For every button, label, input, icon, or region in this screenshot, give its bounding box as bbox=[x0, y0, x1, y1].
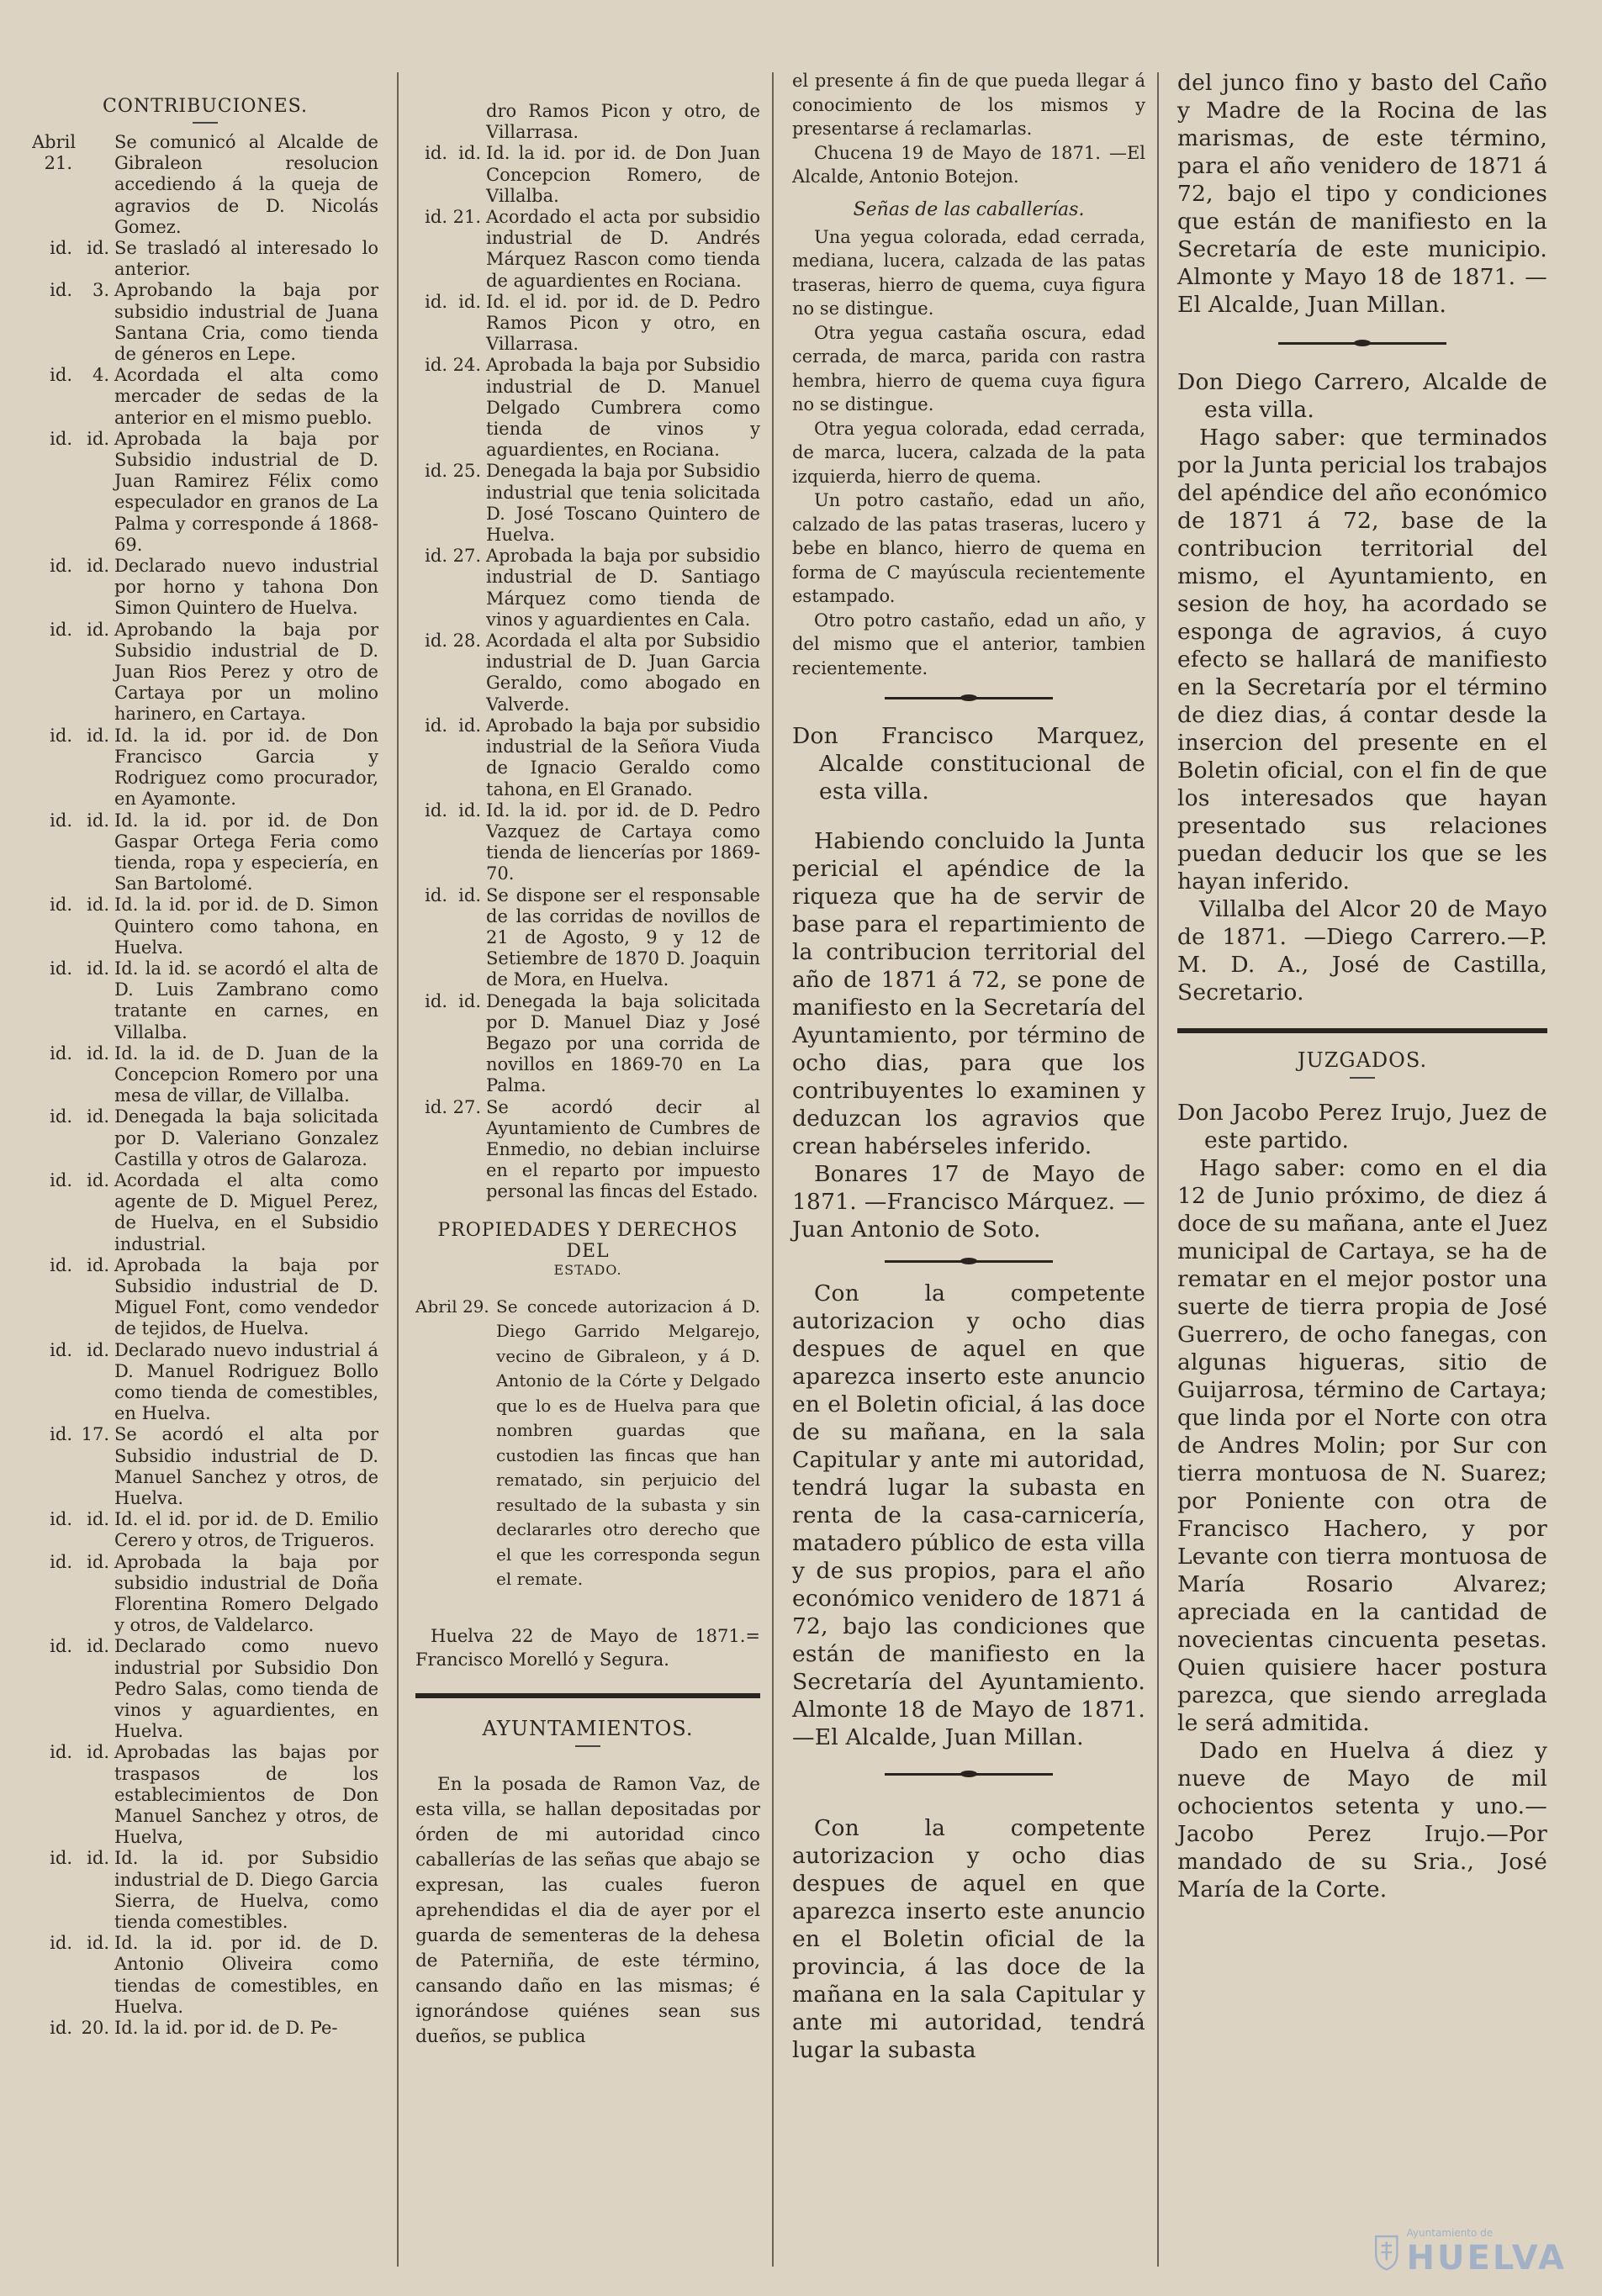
almonte-notice-2: Con la competente autorizacion y ocho dias despues de aquel en que aparezca inserto este anuncio en el Boletin oficial de la provincia, á las doce de la mañana en la sala Capitular y ante mi autoridad, tendrá lugar la subasta bbox=[792, 1815, 1145, 2063]
log-entry bbox=[32, 132, 378, 238]
entry-day: id. bbox=[87, 619, 109, 640]
entry-day: 27. bbox=[452, 546, 481, 567]
entry-text: Denegada la baja solicitada por D. Valeriano Gonzalez Castilla y otros de Galaroza. bbox=[114, 1106, 378, 1169]
column-3 bbox=[774, 72, 1159, 2267]
entry-month: id. bbox=[50, 895, 72, 916]
entry-month: id. bbox=[425, 1096, 447, 1117]
column-4 bbox=[1159, 72, 1556, 2267]
entry-text: Id. la id. por id. de Don Francisco Garcia y Rodriguez como procurador, en Ayamonte. bbox=[114, 725, 378, 810]
juzgados-heading: Don Jacobo Perez Irujo, Juez de este partido. bbox=[1177, 1100, 1547, 1153]
entry-text: Id. la id. por id. de Don Juan Concepcion Romero, de Villalba. bbox=[486, 143, 760, 206]
column-1 bbox=[32, 72, 399, 2267]
entry-month: id. bbox=[50, 2018, 72, 2039]
log-entry bbox=[32, 1742, 378, 1848]
log-entry bbox=[415, 143, 760, 207]
entry-text: Denegada la baja solicitada por D. Manuel Diaz y José Begazo por una corrida de novillos en 1869-70 en La Palma. bbox=[486, 990, 760, 1096]
entry-month: id. bbox=[50, 1254, 72, 1275]
villalba-heading: Don Diego Carrero, Alcalde de esta villa. bbox=[1177, 369, 1547, 423]
entry-text: dro Ramos Picon y otro, de Villarrasa. bbox=[486, 101, 760, 143]
entry-day: 4. bbox=[92, 365, 109, 386]
entry-day: 3. bbox=[92, 280, 109, 301]
entry-month: id. bbox=[50, 1742, 72, 1763]
entry-day: id. bbox=[87, 238, 109, 259]
entry-month: id. bbox=[425, 800, 447, 821]
sena-item: Otro potro castaño, edad un año, y del mismo que el anterior, tambien recientemente. bbox=[792, 610, 1145, 678]
entry-text: Id. la id. de D. Juan de la Concepcion Romero por una mesa de villar, de Villalba. bbox=[114, 1042, 378, 1106]
sena-item: Un potro castaño, edad un año, calzado de las patas traseras, lucero y bebe en blanco, hierro de quema en forma de C mayúscula recientemente estampado. bbox=[792, 490, 1145, 606]
log-entry bbox=[32, 1255, 378, 1340]
log-entry bbox=[32, 556, 378, 620]
log-entry bbox=[32, 1933, 378, 2018]
section-title-ayuntamientos: AYUNTAMIENTOS. bbox=[482, 1716, 694, 1740]
log-entry bbox=[32, 726, 378, 810]
log-entry bbox=[415, 207, 760, 292]
entry-month: id. bbox=[425, 990, 447, 1011]
log-entry bbox=[415, 1097, 760, 1203]
log-entry bbox=[415, 461, 760, 546]
bonares-heading: Don Francisco Marquez, Alcalde constitucional de esta villa. bbox=[792, 722, 1145, 805]
entry-text: Se acordó decir al Ayuntamiento de Cumbres de Enmedio, no debian incluirse en el reparto por impuesto personal las fincas del Estado. bbox=[486, 1096, 760, 1202]
log-entry bbox=[32, 958, 378, 1043]
propiedades-signature: Huelva 22 de Mayo de 1871.= Francisco Morelló y Segura. bbox=[415, 1625, 760, 1670]
gazette-page bbox=[32, 72, 1562, 2267]
bonares-notice: Habiendo concluido la Junta pericial el apéndice de la riqueza que ha de servir de base para el repartimiento de la contribucion territorial del año de 1871 á 72, se pone de manifiesto en la Secretaría del Ayuntamiento, por término de ocho dias, para que los contribuyentes lo examinen y deduzcan los agravios que crean habérseles inferido. bbox=[792, 828, 1145, 1159]
entry-month: id. bbox=[50, 280, 72, 301]
entry-text: Aprobando la baja por Subsidio industrial de D. Juan Rios Perez y otro de Cartaya por un molino harinero, en Cartaya. bbox=[114, 619, 378, 725]
ornament-divider bbox=[1278, 342, 1446, 345]
entry-text: Aprobadas las bajas por traspasos de los establecimientos de Don Manuel Sanchez y otros, de Huelva, bbox=[114, 1742, 378, 1848]
entry-day: id. bbox=[458, 715, 481, 736]
villalba-notice: Hago saber: que terminados por la Junta pericial los trabajos del apéndice del año económico de 1871 á 72, base de la contribucion territorial del mismo, el Ayuntamiento, en sesion de hoy, ha acordado se esponga de agravios, á cuyo efecto se hallará de manifiesto en la Secretaría por el término de diez dias, á contar desde la insercion del presente en el Boletin oficial, con el fin de que los interesados que hayan presentado sus relaciones puedan deducir los que se les hayan inferido. bbox=[1177, 425, 1547, 895]
entry-text: Id. el id. por id. de D. Emilio Cerero y otros, de Trigueros. bbox=[114, 1509, 378, 1551]
log-entry bbox=[32, 1043, 378, 1107]
entry-day: id. bbox=[87, 958, 109, 979]
entry-day: id. bbox=[87, 1106, 109, 1127]
entry-month: id. bbox=[50, 1848, 72, 1869]
divider bbox=[575, 1745, 600, 1747]
column-2 bbox=[399, 72, 774, 2267]
entry-day: id. bbox=[87, 1636, 109, 1657]
entry-text: Declarado nuevo industrial por horno y tahona Don Simon Quintero de Huelva. bbox=[114, 556, 378, 619]
entry-text: Se concede autorizacion á D. Diego Garrido Melgarejo, vecino de Gibraleon, y á D. Antonio de la Córte y Delgado que lo es de Huelva para que nombren guardas que custodien las fincas que han rematado, sin perjuicio del resultado de la subasta y sin declararles otro derecho que el que les corresponda segun el remate. bbox=[496, 1296, 760, 1590]
entry-day: id. bbox=[458, 143, 481, 164]
entry-text: Acordado el acta por subsidio industrial de D. Andrés Márquez Rascon como tienda de aguardientes en Rociana. bbox=[486, 207, 760, 291]
log-entry bbox=[32, 1340, 378, 1425]
log-entry bbox=[415, 631, 760, 715]
entry-text: Declarado nuevo industrial á D. Manuel Rodriguez Bollo como tienda de comestibles, en Huelva. bbox=[114, 1339, 378, 1424]
almonte-notice-1: Con la competente autorizacion y ocho dias despues de aquel en que aparezca inserto este anuncio en el Boletin oficial, á las doce de su mañana, en la sala Capitular y ante mi autoridad, tendrá lugar la subasta en renta de la casa-carnicería, matadero público de esta villa y de sus propios, para el año económico venidero de 1871 á 72, bajo las condiciones que están de manifiesto en la Secretaría del Ayuntamiento. Almonte 18 de Mayo de 1871. —El Alcalde, Juan Millan. bbox=[792, 1280, 1145, 1750]
log-entry bbox=[415, 101, 760, 143]
entry-month: id. bbox=[425, 715, 447, 736]
log-entry bbox=[32, 895, 378, 958]
log-entry bbox=[32, 280, 378, 365]
juzgados-signature: Dado en Huelva á diez y nueve de Mayo de mil ochocientos setenta y uno.—Jacobo Perez Irujo.—Por mandado de su Sria., José María de la Corte. bbox=[1177, 1738, 1547, 1903]
sena-item: Otra yegua colorada, edad cerrada, de marca, lucera, calzada de la pata izquierda, hierro de quema. bbox=[792, 418, 1145, 487]
entry-day: id. bbox=[458, 291, 481, 312]
entry-month: id. bbox=[50, 1106, 72, 1127]
entry-month bbox=[415, 101, 447, 143]
section-title-propiedades: PROPIEDADES Y DERECHOS DEL bbox=[437, 1219, 738, 1262]
entry-month: id. bbox=[50, 556, 72, 577]
entry-month: id. bbox=[425, 207, 447, 228]
entry-day: id. bbox=[87, 810, 109, 831]
ornament-divider bbox=[885, 1260, 1053, 1263]
entry-day: 25. bbox=[452, 461, 481, 482]
entry-text: Acordada el alta por Subsidio industrial de D. Juan Garcia Geraldo, como abogado en Valverde. bbox=[486, 631, 760, 715]
entry-day bbox=[72, 132, 114, 238]
entry-day: id. bbox=[87, 1339, 109, 1360]
entry-text: Se comunicó al Alcalde de Gibraleon resolucion accediendo á la queja de agravios de D. Nicolás Gomez. bbox=[114, 132, 378, 237]
log-entry bbox=[415, 800, 760, 885]
entry-day bbox=[447, 101, 486, 143]
entry-text: Aprobada la baja por Subsidio industrial de D. Miguel Font, como vendedor de tejidos, de Huelva. bbox=[114, 1254, 378, 1339]
chucena-notice: En la posada de Ramon Vaz, de esta villa, se hallan depositadas por órden de mi autoridad cinco caballerías de las señas que abajo se expresan, las cuales fueron aprehendidas el dia de ayer por el guarda de sementeras de la dehesa de Paterniña, de este término, cansando daño en las mismas; é ignorándose quiénes sean sus dueños, se publica bbox=[415, 1773, 760, 2047]
log-entry bbox=[32, 365, 378, 429]
entry-text: Id. la id. por Subsidio industrial de D. Diego Garcia Sierra, de Huelva, como tienda comestibles. bbox=[114, 1848, 378, 1933]
entry-day: 24. bbox=[452, 355, 481, 376]
entry-text: Id. la id. por id. de D. Antonio Oliveira como tiendas de comestibles, en Huelva. bbox=[114, 1933, 378, 2017]
entry-month: id. bbox=[50, 1424, 72, 1445]
entry-month: id. bbox=[50, 810, 72, 831]
entry-month: id. bbox=[50, 1636, 72, 1657]
entry-day: id. bbox=[458, 800, 481, 821]
entry-text: Id. la id. por id. de D. Pe- bbox=[114, 2018, 338, 2039]
entry-day: id. bbox=[87, 1551, 109, 1572]
entry-month: id. bbox=[50, 725, 72, 746]
log-entry bbox=[32, 620, 378, 726]
log-entry bbox=[32, 1106, 378, 1170]
entry-day: id. bbox=[87, 1933, 109, 1954]
senas-list bbox=[792, 225, 1145, 681]
entry-month: id. bbox=[50, 238, 72, 259]
coat-of-arms-icon bbox=[1373, 2229, 1400, 2276]
entry-text: Id. la id. se acordó el alta de D. Luis Zambrano como tratante en carnes, en Villalba. bbox=[114, 958, 378, 1042]
entry-month: id. bbox=[425, 631, 447, 652]
entry-month: Abril 21. bbox=[32, 132, 77, 174]
entry-text: Aprobada la baja por subsidio industrial de D. Santiago Márquez como tienda de vinos y aguardientes en Cala. bbox=[486, 546, 760, 630]
chucena-notice-continued: el presente á fin de que pueda llegar á conocimiento de los mismos y presentarse á reclamarlas. bbox=[792, 72, 1145, 139]
divider bbox=[1177, 1028, 1547, 1033]
section-title-contribuciones: CONTRIBUCIONES. bbox=[103, 96, 308, 117]
log-entry bbox=[415, 355, 760, 461]
entry-month: id. bbox=[425, 143, 447, 164]
entry-day: id. bbox=[458, 884, 481, 905]
watermark-small-text: Ayuntamiento de bbox=[1406, 2227, 1494, 2239]
entry-day: id. bbox=[87, 895, 109, 916]
entry-month: id. bbox=[425, 546, 447, 567]
entry-day: 28. bbox=[452, 631, 481, 652]
entry-day: id. bbox=[87, 1509, 109, 1530]
entry-text: Declarado como nuevo industrial por Subsidio Don Pedro Salas, como tienda de vinos y aguardientes, en Huelva. bbox=[114, 1636, 378, 1742]
entry-month: id. bbox=[425, 884, 447, 905]
watermark-big-text: HUELVA bbox=[1406, 2239, 1567, 2278]
entry-month: id. bbox=[50, 1169, 72, 1190]
entry-text: Id. la id. por id. de D. Simon Quintero como tahona, en Huelva. bbox=[114, 895, 378, 958]
entry-text: Aprobada la baja por Subsidio industrial de D. Juan Ramirez Félix como especulador en granos de La Palma y corresponde á 1868-69. bbox=[114, 428, 378, 555]
entry-date: Abril 29. bbox=[415, 1296, 489, 1317]
log-entry bbox=[32, 1424, 378, 1509]
entry-month: id. bbox=[50, 619, 72, 640]
entry-month: id. bbox=[425, 461, 447, 482]
divider bbox=[193, 122, 218, 124]
log-entry bbox=[32, 238, 378, 280]
entry-month: id. bbox=[50, 1933, 72, 1954]
log-entry bbox=[32, 2018, 378, 2039]
entry-month: id. bbox=[425, 355, 447, 376]
entry-text: Id. la id. por id. de D. Pedro Vazquez de Cartaya como tienda de liencerías por 1869-70. bbox=[486, 800, 760, 884]
log-entry bbox=[415, 715, 760, 800]
divider bbox=[415, 1693, 760, 1698]
almonte-notice-2-continued: del junco fino y basto del Caño y Madre de la Rocina de las marismas, de este término, para el año venidero de 1871 á 72, bajo el tipo y condiciones que están de manifiesto en la Secretaría de este municipio. Almonte y Mayo 18 de 1871. —El Alcalde, Juan Millan. bbox=[1177, 72, 1547, 318]
log-entry bbox=[32, 1552, 378, 1637]
entry-day: id. bbox=[87, 725, 109, 746]
log-entry bbox=[32, 1509, 378, 1551]
bonares-signature: Bonares 17 de Mayo de 1871. —Francisco Márquez. —Juan Antonio de Soto. bbox=[792, 1161, 1145, 1243]
entry-month: id. bbox=[50, 1509, 72, 1530]
entry-month: id. bbox=[425, 291, 447, 312]
watermark-logo bbox=[1373, 2219, 1567, 2286]
entry-day: id. bbox=[87, 556, 109, 577]
entry-text: Acordada el alta como mercader de sedas de la anterior en el mismo pueblo. bbox=[114, 365, 378, 428]
entry-day: id. bbox=[87, 1169, 109, 1190]
entry-day: id. bbox=[87, 1848, 109, 1869]
sena-item: Una yegua colorada, edad cerrada, mediana, lucera, calzada de las patas traseras, hierro de quema, cuya figura no se distingue. bbox=[792, 226, 1145, 319]
entry-day: id. bbox=[458, 990, 481, 1011]
senas-title: Señas de las caballerías. bbox=[853, 198, 1085, 220]
entry-day: id. bbox=[87, 1042, 109, 1064]
entry-text: Aprobada la baja por Subsidio industrial de D. Manuel Delgado Cumbrera como tienda de vinos y aguardientes, en Rociana. bbox=[486, 355, 760, 461]
log-entry bbox=[415, 292, 760, 356]
log-entry bbox=[32, 1170, 378, 1255]
section-title-juzgados: JUZGADOS. bbox=[1297, 1048, 1428, 1072]
entry-day: 21. bbox=[452, 207, 481, 228]
entry-text: Aprobada la baja por subsidio industrial de Doña Florentina Romero Delgado y otros, de Valdelarco. bbox=[114, 1551, 378, 1636]
entry-text: Id. el id. por id. de D. Pedro Ramos Picon y otro, en Villarrasa. bbox=[486, 291, 760, 355]
entry-month: id. bbox=[50, 1339, 72, 1360]
entry-day: 20. bbox=[81, 2018, 109, 2039]
entry-month: id. bbox=[50, 958, 72, 979]
chucena-signature: Chucena 19 de Mayo de 1871. —El Alcalde, Antonio Botejon. bbox=[792, 142, 1145, 187]
entry-month: id. bbox=[50, 1042, 72, 1064]
entry-text: Id. la id. por id. de Don Gaspar Ortega Feria como tienda, ropa y especiería, en San Bartolomé. bbox=[114, 810, 378, 895]
entry-text: Se trasladó al interesado lo anterior. bbox=[114, 238, 378, 280]
contribuciones-list-continued bbox=[415, 101, 760, 1203]
log-entry bbox=[32, 429, 378, 556]
entry-text: Se acordó el alta por Subsidio industrial de D. Manuel Sanchez y otros, de Huelva. bbox=[114, 1424, 378, 1508]
ornament-divider bbox=[885, 1773, 1053, 1776]
log-entry bbox=[415, 991, 760, 1097]
entry-month: id. bbox=[50, 428, 72, 449]
contribuciones-list bbox=[32, 132, 378, 2039]
entry-day: id. bbox=[87, 428, 109, 449]
entry-text: Aprobando la baja por subsidio industrial de Juana Santana Cria, como tienda de géneros en Lepe. bbox=[114, 280, 378, 365]
villalba-signature: Villalba del Alcor 20 de Mayo de 1871. —Diego Carrero.—P. M. D. A., José de Castilla, Secretario. bbox=[1177, 896, 1547, 1005]
entry-text: Acordada el alta como agente de D. Miguel Perez, de Huelva, en el Subsidio industrial. bbox=[114, 1169, 378, 1254]
entry-month: id. bbox=[50, 1551, 72, 1572]
entry-text: Se dispone ser el responsable de las corridas de novillos de 21 de Agosto, 9 y 12 de Setiembre de 1870 D. Joaquin de Mora, en Huelva. bbox=[486, 884, 760, 990]
entry-text: Denegada la baja por Subsidio industrial que tenia solicitada D. José Toscano Quintero de Huelva. bbox=[486, 461, 760, 546]
entry-day: 27. bbox=[452, 1096, 481, 1117]
entry-day: id. bbox=[87, 1742, 109, 1763]
juzgados-notice: Hago saber: como en el dia 12 de Junio próximo, de diez á doce de su mañana, ante el Juez municipal de Cartaya, se ha de rematar en el mejor postor una suerte de tierra propia de José Guerrero, de ocho fanegas, con algunas higueras, sitio de Guijarrosa, término de Cartaya; que linda por el Norte con otra de Andres Molin; por Sur con tierra montuosa de N. Suarez; por Poniente con otra de Francisco Hachero, y por Levante con tierra montuosa de María Rosario Alvarez; apreciada en la cantidad de novecientas cincuenta pesetas. Quien quisiere hacer postura parezca, que siendo arreglada le será admitida. bbox=[1177, 1155, 1547, 1736]
log-entry bbox=[32, 810, 378, 895]
log-entry bbox=[415, 546, 760, 631]
log-entry bbox=[32, 1848, 378, 1933]
section-subtitle-estado: ESTADO. bbox=[553, 1261, 622, 1278]
sena-item: Otra yegua castaña oscura, edad cerrada, de marca, parida con rastra hembra, hierro de quema cuya figura no se distingue. bbox=[792, 322, 1145, 414]
entry-month: id. bbox=[50, 365, 72, 386]
entry-text: Aprobado la baja por subsidio industrial de la Señora Viuda de Ignacio Geraldo como tahona, en El Granado. bbox=[486, 715, 760, 800]
ornament-divider bbox=[885, 697, 1053, 699]
log-entry bbox=[32, 1636, 378, 1742]
entry-day: 17. bbox=[81, 1424, 109, 1445]
log-entry bbox=[415, 885, 760, 991]
divider bbox=[1350, 1077, 1375, 1079]
entry-day: id. bbox=[87, 1254, 109, 1275]
propiedades-entry bbox=[415, 1295, 760, 1592]
